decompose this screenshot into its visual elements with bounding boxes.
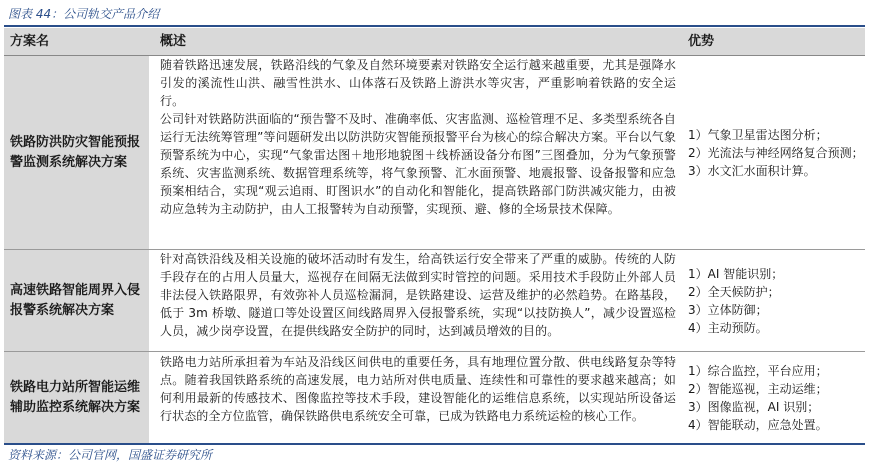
header-adv: 优势 (688, 34, 715, 49)
solution-name: 铁路防洪防灾智能预报警监测系统解决方案 (4, 56, 149, 249)
description-paragraph: 公司针对铁路防洪面临的“预告警不及时、准确率低、灾害监测、巡检管理不足、多类型系统各自运行无法统筹管理”等问题研发出以防洪防灾智能预报警平台为核心的综合解决方案。平台以气象预警系统为中心，实现“气象雷达图＋地形地貌图＋线桥涵设备分布图”三图叠加，分为气象预警系统、灾害监测系统、数据管理系统等，将气象预警、汇水面预警、地震报警、设备报警和应急预案相结合，实现“观云追雨、盯图识水”的自动化和智能化，提高铁路部门防洪减灾能力，由被动应急转为主动防护，由人工报警转为自动预警，实现预、避、修的全场景技术保障。 (160, 112, 676, 216)
advantage-item: 1）气象卫星雷达图分析； (688, 127, 828, 142)
solution-name: 高速铁路智能周界入侵报警系统解决方案 (4, 250, 149, 351)
table-header (4, 28, 865, 56)
table-row (4, 352, 865, 444)
source-note: 资料来源：公司官网，国盛证券研究所 (8, 448, 213, 462)
solution-advantages (688, 56, 864, 249)
solution-description (160, 250, 676, 340)
advantage-item: 3）水文汇水面积计算。 (688, 163, 816, 178)
solution-description (160, 56, 676, 218)
table-row (4, 250, 865, 352)
advantage-item: 2）全天候防护； (688, 284, 780, 299)
description-paragraph: 针对高铁沿线及相关设施的破坏活动时有发生，给高铁运行安全带来了严重的威胁。传统的人防手段存在的占用人员量大，巡视存在间隔无法做到实时管控的问题。采用技术手段防止外部人员非法侵入铁路限界，有效弥补人员巡检漏洞，是铁路建设、运营及维护的必然趋势。在路基段，低于 3m 桥墩、隧道口等处设置区间线路周界入侵报警系统，实现“以技防换人”，减少设置巡检人员，减少岗亭设置，在提供线路安全防护的同时，达到减员增效的目的。 (160, 252, 676, 338)
advantage-item: 1）AI 智能识别； (688, 266, 784, 281)
header-desc: 概述 (160, 34, 187, 49)
header-name: 方案名 (10, 34, 50, 49)
solution-advantages (688, 352, 864, 443)
solution-advantages (688, 250, 864, 351)
advantage-item: 4）智能联动，应急处置。 (688, 417, 828, 432)
top-rule (4, 25, 865, 27)
table-row (4, 56, 865, 250)
advantage-item: 1）综合监控，平台应用； (688, 363, 828, 378)
advantage-item: 2）光流法与神经网络复合预测； (688, 145, 864, 160)
description-paragraph: 铁路电力站所承担着为车站及沿线区间供电的重要任务，具有地理位置分散、供电线路复杂等特点。随着我国铁路系统的高速发展，电力站所对供电质量、连续性和可靠性的要求越来越高；如何利用最新的传感技术、图像监控等技术手段，建设智能化的运维信息系统，以实现站所设备运行状态的全方位监管，确保铁路供电系统安全可靠，已成为铁路电力系统运检的核心工作。 (160, 355, 676, 423)
description-paragraph: 随着铁路迅速发展，铁路沿线的气象及自然环境要素对铁路安全运行越来越重要，尤其是强降水引发的溪流性山洪、融雪性洪水、山体落石及铁路上游洪水等灾害，严重影响着铁路的安全运行。 (160, 58, 676, 108)
bottom-rule (4, 443, 865, 445)
solution-name: 铁路电力站所智能运维辅助监控系统解决方案 (4, 352, 149, 443)
solution-description (160, 353, 676, 425)
advantage-item: 3）图像监视，AI 识别； (688, 399, 820, 414)
advantage-item: 3）立体防御； (688, 302, 768, 317)
advantage-item: 2）智能巡视，主动运维； (688, 381, 828, 396)
figure-caption: 图表 44：公司轨交产品介绍 (8, 7, 160, 21)
advantage-item: 4）主动预防。 (688, 320, 768, 335)
